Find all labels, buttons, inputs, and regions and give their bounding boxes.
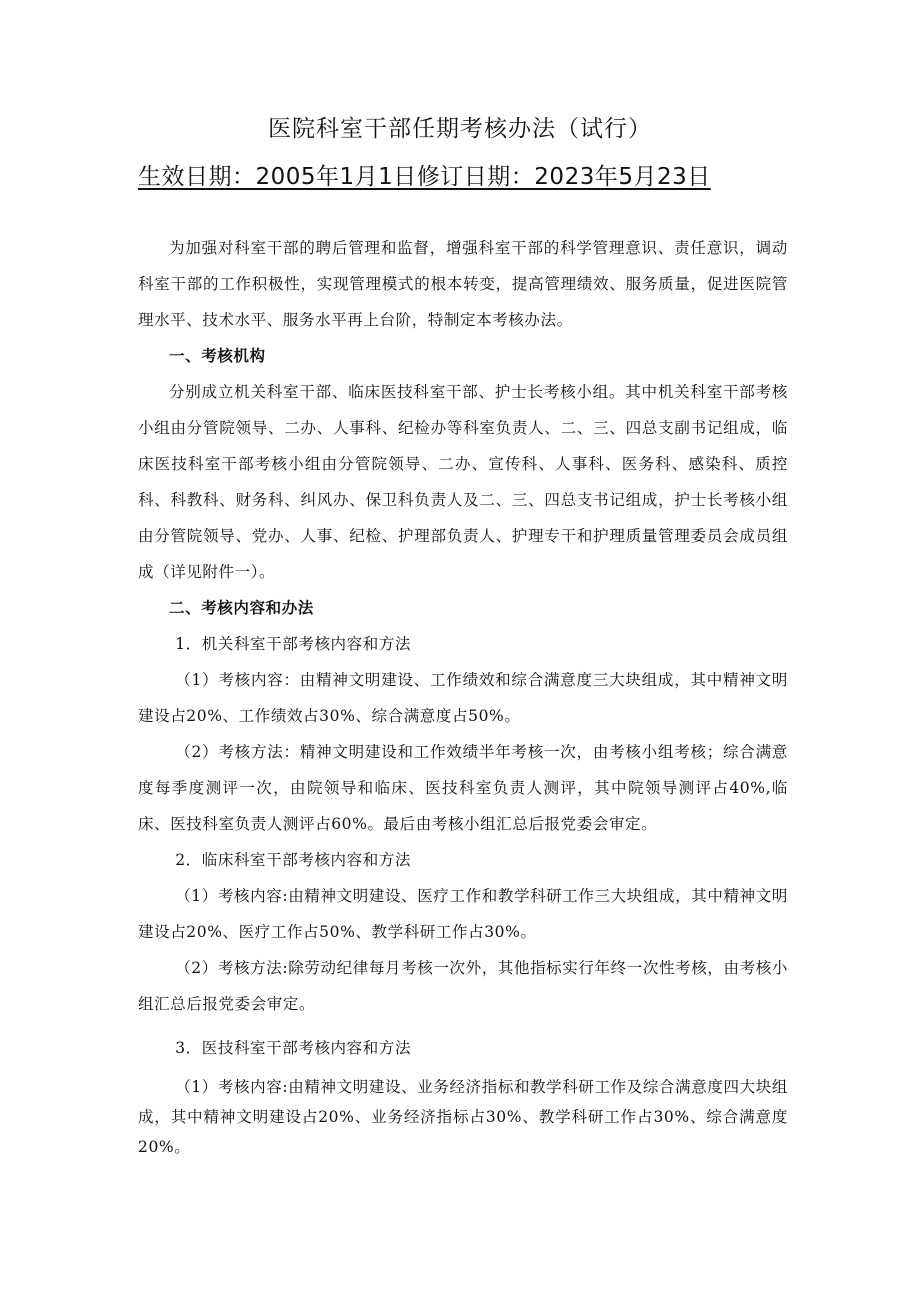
item-3-content: （1）考核内容:由精神文明建设、业务经济指标和教学科研工作及综合满意度四大块组成，其中精神文明建设占20%、业务经济指标占30%、教学科研工作占30%、综合满意度20%。 xyxy=(138,1078,788,1156)
intro-paragraph: 为加强对科室干部的聘后管理和监督，增强科室干部的科学管理意识、责任意识，调动科室干部的工作积极性，实现管理模式的根本转变，提高管理绩效、服务质量，促进医院管理水平、技术水平、服务水平再上台阶，特制定本考核办法。 xyxy=(138,239,788,329)
item-2-method: （2）考核方法:除劳动纪律每月考核一次外，其他指标实行年终一次性考核，由考核小组汇总后报党委会审定。 xyxy=(138,959,788,1013)
document-title: 医院科室干部任期考核办法（试行） xyxy=(268,116,652,142)
item-2-content: （1）考核内容:由精神文明建设、医疗工作和教学科研工作三大块组成，其中精神文明建设占20%、医疗工作占50%、教学科研工作占30%。 xyxy=(138,887,788,941)
dates-line: 生效日期：2005年1月1日修订日期：2023年5月23日 xyxy=(138,164,711,190)
document-body xyxy=(138,230,788,1162)
section-1-heading: 一、考核机构 xyxy=(169,346,266,365)
section-2-heading: 二、考核内容和办法 xyxy=(169,598,314,617)
item-2-title: 2．临床科室干部考核内容和方法 xyxy=(175,851,412,869)
item-1-title: 1．机关科室干部考核内容和方法 xyxy=(175,635,412,653)
section-1-body: 分别成立机关科室干部、临床医技科室干部、护士长考核小组。其中机关科室干部考核小组由分管院领导、二办、人事科、纪检办等科室负责人、二、三、四总支副书记组成，临床医技科室干部考核小组由分管院领导、二办、宣传科、人事科、医务科、感染科、质控科、科教科、财务科、纠风办、保卫科负责人及二、三、四总支书记组成，护士长考核小组由分管院领导、党办、人事、纪检、护理部负责人、护理专干和护理质量管理委员会成员组成（详见附件一）。 xyxy=(138,383,788,581)
item-1-content: （1）考核内容：由精神文明建设、工作绩效和综合满意度三大块组成，其中精神文明建设占20%、工作绩效占30%、综合满意度占50%。 xyxy=(138,671,788,725)
item-1-method: （2）考核方法：精神文明建设和工作效绩半年考核一次，由考核小组考核；综合满意度每季度测评一次，由院领导和临床、医技科室负责人测评，其中院领导测评占40%,临床、医技科室负责人测评占60%。最后由考核小组汇总后报党委会审定。 xyxy=(138,743,788,833)
item-3-title: 3．医技科室干部考核内容和方法 xyxy=(175,1039,412,1057)
